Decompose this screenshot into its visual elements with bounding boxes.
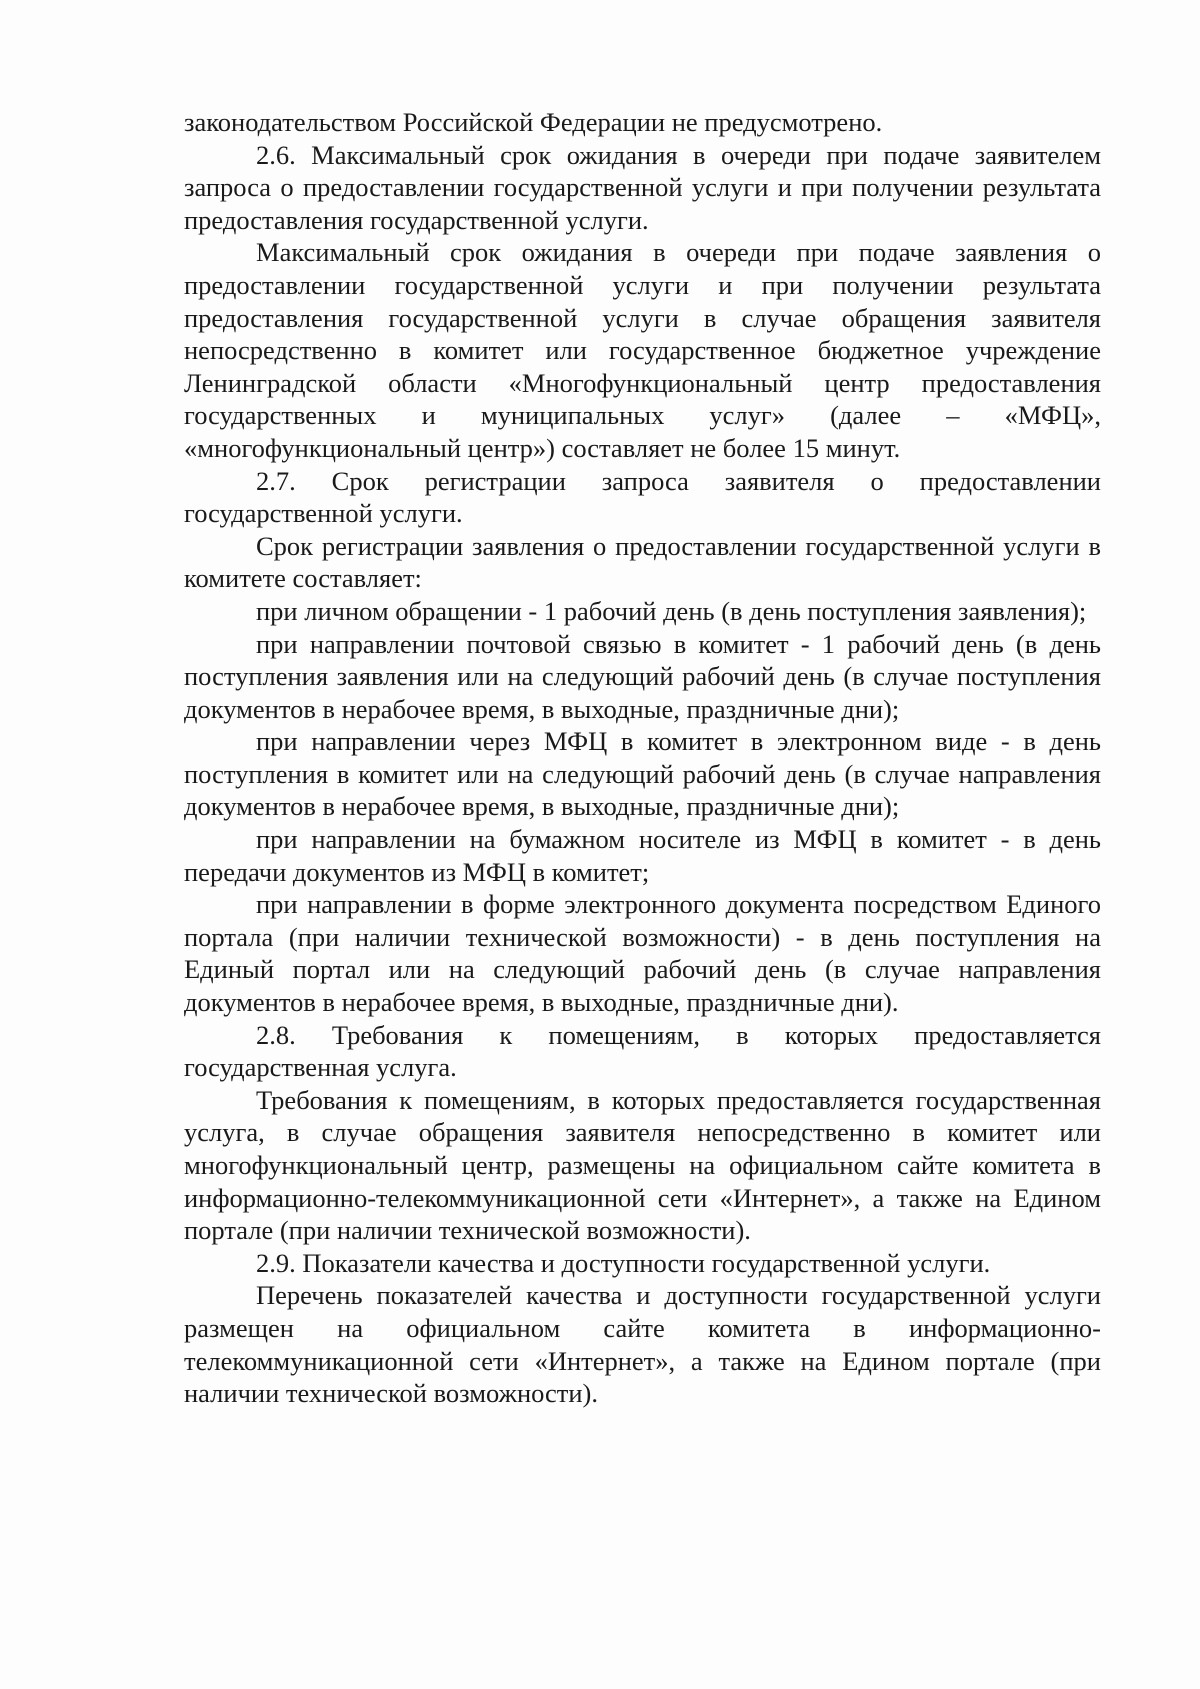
paragraph-2-7-item-mfc-paper: при направлении на бумажном носителе из МФЦ в комитет - в день передачи документов из МФЦ в комитет; xyxy=(184,824,1101,887)
paragraph-2-8-body: Требования к помещениям, в которых предоставляется государственная услуга, в случае обращения заявителя непосредственно в комитет или многофункциональный центр, размещены на официальном сайте комитета в информационно-телекоммуникационной сети «Интернет», а также на Едином портале (при наличии технической возможности). xyxy=(184,1084,1101,1246)
paragraph-2-7-item-portal: при направлении в форме электронного документа посредством Единого портала (при наличии технической возможности) - в день поступления на Единый портал или на следующий рабочий день (в случае направления документов в нерабочее время, в выходные, праздничные дни). xyxy=(184,889,1101,1018)
paragraph-2-7-item-mfc-electronic: при направлении через МФЦ в комитет в электронном виде - в день поступления в комитет или на следующий рабочий день (в случае направления документов в нерабочее время, в выходные, праздничные дни); xyxy=(184,726,1101,822)
paragraph-2-8-heading: 2.8. Требования к помещениям, в которых предоставляется государственная услуга. xyxy=(184,1019,1101,1083)
document-body xyxy=(184,106,1101,1410)
paragraph-2-9-body: Перечень показателей качества и доступности государственной услуги размещен на официальном сайте комитета в информационно-телекоммуникационной сети «Интернет», а также на Едином портале (при наличии технической возможности). xyxy=(184,1280,1101,1409)
paragraph-2-7-item-postal: при направлении почтовой связью в комитет - 1 рабочий день (в день поступления заявления или на следующий рабочий день (в случае поступления документов в нерабочее время, в выходные, праздничные дни); xyxy=(184,628,1101,724)
paragraph-continuation: законодательством Российской Федерации не предусмотрено. xyxy=(184,107,883,137)
paragraph-2-7-heading: 2.7. Срок регистрации запроса заявителя о предоставлении государственной услуги. xyxy=(184,465,1101,529)
paragraph-2-6-body: Максимальный срок ожидания в очереди при подаче заявления о предоставлении государственной услуги и при получении результата предоставления государственной услуги в случае обращения заявителя непосредственно в комитет или государственное бюджетное учреждение Ленинградской области «Многофункциональный центр предоставления государственных и муниципальных услуг» (далее – «МФЦ», «многофункциональный центр») составляет не более 15 минут. xyxy=(184,237,1101,463)
paragraph-2-9-heading: 2.9. Показатели качества и доступности государственной услуги. xyxy=(256,1247,991,1278)
paragraph-2-6-heading: 2.6. Максимальный срок ожидания в очереди при подаче заявителем запроса о предоставлении государственной услуги и при получении результата предоставления государственной услуги. xyxy=(184,139,1101,235)
paragraph-2-7-item-personal: при личном обращении - 1 рабочий день (в день поступления заявления); xyxy=(256,595,1087,626)
paragraph-2-7-intro: Срок регистрации заявления о предоставлении государственной услуги в комитете составляет: xyxy=(184,530,1101,594)
